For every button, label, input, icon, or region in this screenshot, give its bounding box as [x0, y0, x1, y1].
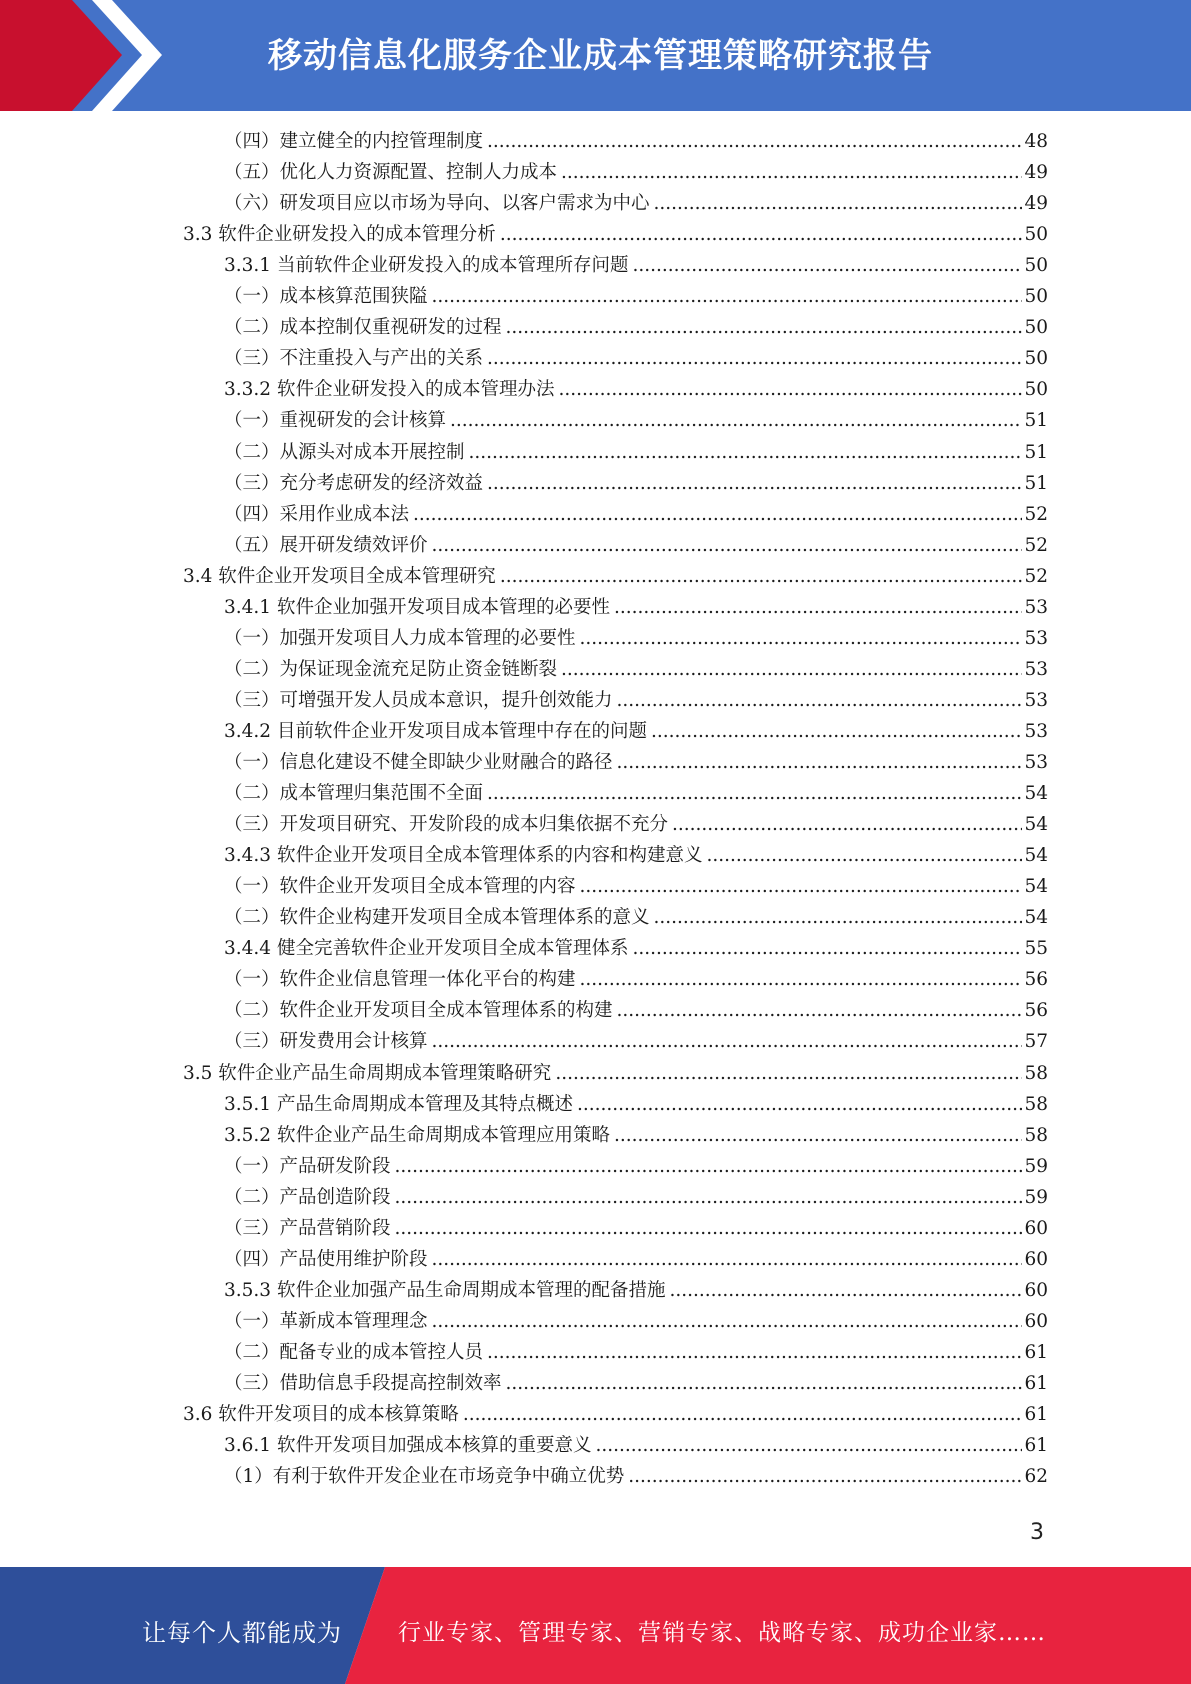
toc-entry[interactable] — [224, 840, 1048, 871]
toc-entry-page: 50 — [1024, 379, 1048, 401]
toc-leader-dots — [617, 747, 1023, 778]
toc-leader-dots — [632, 250, 1022, 281]
toc-entry[interactable] — [224, 1430, 1048, 1461]
toc-entry-page: 53 — [1024, 720, 1048, 742]
toc-entry-page: 53 — [1024, 627, 1048, 649]
toc-entry-page: 55 — [1024, 938, 1048, 960]
toc-entry-label: 3.4.2 目前软件企业开发项目成本管理中存在的问题 — [224, 720, 647, 742]
toc-entry[interactable] — [224, 437, 1048, 468]
toc-entry-label: 3.3 软件企业研发投入的成本管理分析 — [183, 224, 496, 246]
toc-leader-dots — [432, 530, 1023, 561]
toc-entry-page: 50 — [1024, 348, 1048, 370]
toc-leader-dots — [432, 281, 1023, 312]
toc-leader-dots — [669, 1275, 1022, 1306]
footer-slogan-right: 行业专家、管理专家、营销专家、战略专家、成功企业家…… — [398, 1620, 1046, 1646]
toc-leader-dots — [395, 1213, 1023, 1244]
toc-leader-dots — [617, 995, 1023, 1026]
toc-entry-label: 3.5.1 产品生命周期成本管理及其特点概述 — [224, 1093, 573, 1115]
toc-entry[interactable] — [224, 188, 1048, 219]
toc-entry-label: （三）充分考虑研发的经济效益 — [224, 472, 484, 494]
toc-entry[interactable] — [224, 281, 1048, 312]
toc-leader-dots — [463, 1399, 1023, 1430]
toc-leader-dots — [555, 1058, 1022, 1089]
toc-entry-page: 54 — [1024, 907, 1048, 929]
toc-entry[interactable] — [224, 1182, 1048, 1213]
toc-leader-dots — [487, 778, 1022, 809]
toc-entry-page: 61 — [1024, 1373, 1048, 1394]
toc-entry[interactable] — [224, 1461, 1048, 1492]
toc-entry-label: 3.4.3 软件企业开发项目全成本管理体系的内容和构建意义 — [224, 845, 703, 867]
toc-entry-label: 3.3.2 软件企业研发投入的成本管理办法 — [224, 379, 555, 401]
toc-entry-page: 54 — [1024, 845, 1048, 867]
toc-entry[interactable] — [224, 405, 1048, 436]
toc-entry[interactable] — [224, 1089, 1048, 1120]
toc-entry-label: （一）成本核算范围狭隘 — [224, 286, 428, 308]
toc-entry[interactable] — [224, 592, 1048, 623]
toc-leader-dots — [558, 374, 1022, 405]
toc-entry-page: 58 — [1024, 1124, 1048, 1146]
toc-entry[interactable] — [183, 1058, 1048, 1089]
toc-entry-page: 50 — [1024, 286, 1048, 308]
toc-entry-page: 53 — [1024, 689, 1048, 711]
toc-leader-dots — [654, 902, 1023, 933]
toc-entry-label: （一）产品研发阶段 — [224, 1155, 391, 1177]
toc-entry-label: 3.6.1 软件开发项目加强成本核算的重要意义 — [224, 1435, 592, 1457]
toc-entry-page: 53 — [1024, 596, 1048, 618]
toc-leader-dots — [614, 592, 1022, 623]
toc-leader-dots — [500, 219, 1023, 250]
toc-leader-dots — [469, 437, 1023, 468]
toc-entry[interactable] — [224, 685, 1048, 716]
toc-leader-dots — [432, 1306, 1023, 1337]
toc-entry[interactable] — [224, 716, 1048, 747]
toc-entry[interactable] — [224, 1275, 1048, 1306]
toc-leader-dots — [628, 1461, 1022, 1492]
toc-entry-page: 60 — [1024, 1310, 1048, 1332]
toc-entry-label: （二）配备专业的成本管控人员 — [224, 1341, 484, 1363]
toc-entry-label: 3.5.2 软件企业产品生命周期成本管理应用策略 — [224, 1124, 610, 1146]
toc-entry[interactable] — [224, 1120, 1048, 1151]
toc-entry-label: （三）借助信息手段提高控制效率 — [224, 1373, 502, 1394]
toc-entry-page: 53 — [1024, 658, 1048, 680]
toc-entry-label: （一）加强开发项目人力成本管理的必要性 — [224, 627, 576, 649]
toc-entry-label: （三）不注重投入与产出的关系 — [224, 348, 484, 370]
toc-leader-dots — [487, 468, 1022, 499]
toc-entry-label: 3.4.4 健全完善软件企业开发项目全成本管理体系 — [224, 938, 629, 960]
toc-entry[interactable] — [224, 1368, 1048, 1399]
toc-entry-label: （五）展开研发绩效评价 — [224, 534, 428, 556]
toc-entry-label: （四）建立健全的内控管理制度 — [224, 131, 484, 152]
toc-entry-label: （五）优化人力资源配置、控制人力成本 — [224, 162, 558, 184]
toc-entry[interactable] — [224, 374, 1048, 405]
page-header — [0, 0, 1191, 111]
toc-entry-label: （四）采用作业成本法 — [224, 503, 410, 525]
toc-entry-label: 3.4.1 软件企业加强开发项目成本管理的必要性 — [224, 596, 610, 618]
toc-leader-dots — [487, 343, 1022, 374]
toc-entry-page: 60 — [1024, 1279, 1048, 1301]
toc-entry-page: 53 — [1024, 752, 1048, 773]
toc-leader-dots — [450, 405, 1022, 436]
toc-entry[interactable] — [224, 468, 1048, 499]
toc-entry-label: 3.5.3 软件企业加强产品生命周期成本管理的配备措施 — [224, 1279, 666, 1301]
toc-leader-dots — [577, 1089, 1022, 1120]
toc-entry-label: （一）革新成本管理理念 — [224, 1310, 428, 1332]
toc-leader-dots — [632, 933, 1022, 964]
toc-entry-page: 50 — [1024, 224, 1048, 246]
toc-entry-page: 50 — [1024, 255, 1048, 277]
toc-entry-page: 52 — [1024, 565, 1048, 587]
toc-entry[interactable] — [183, 1399, 1048, 1430]
toc-entry[interactable] — [224, 995, 1048, 1026]
toc-entry-page: 54 — [1024, 783, 1048, 805]
toc-entry-label: （六）研发项目应以市场为导向、以客户需求为中心 — [224, 193, 650, 215]
toc-entry[interactable] — [224, 809, 1048, 840]
toc-entry[interactable] — [224, 871, 1048, 902]
toc-leader-dots — [580, 964, 1023, 995]
toc-entry-label: （三）研发费用会计核算 — [224, 1031, 428, 1053]
toc-entry[interactable] — [224, 1244, 1048, 1275]
toc-leader-dots — [506, 1368, 1023, 1399]
toc-entry-label: （二）成本管理归集范围不全面 — [224, 783, 484, 805]
toc-entry[interactable] — [224, 343, 1048, 374]
toc-entry[interactable] — [224, 933, 1048, 964]
toc-entry-page: 61 — [1024, 1341, 1048, 1363]
toc-entry[interactable] — [224, 1337, 1048, 1368]
toc-entry-label: 3.5 软件企业产品生命周期成本管理策略研究 — [183, 1062, 552, 1084]
toc-entry[interactable] — [224, 902, 1048, 933]
toc-entry-label: （二）从源头对成本开展控制 — [224, 441, 465, 463]
toc-leader-dots — [432, 1244, 1023, 1275]
footer-slogan-left: 让每个人都能成为 — [142, 1619, 342, 1647]
toc-entry-label: （一）重视研发的会计核算 — [224, 410, 447, 432]
toc-leader-dots — [706, 840, 1022, 871]
toc-entry-label: （三）产品营销阶段 — [224, 1217, 391, 1239]
toc-leader-dots — [651, 716, 1022, 747]
toc-entry-page: 48 — [1024, 131, 1048, 152]
toc-entry-label: （二）软件企业构建开发项目全成本管理体系的意义 — [224, 907, 650, 929]
toc-leader-dots — [561, 157, 1022, 188]
toc-entry-page: 61 — [1024, 1404, 1048, 1426]
toc-leader-dots — [395, 1182, 1023, 1213]
toc-entry[interactable] — [183, 219, 1048, 250]
toc-entry[interactable] — [224, 312, 1048, 343]
toc-entry-label: （一）软件企业信息管理一体化平台的构建 — [224, 969, 576, 991]
toc-leader-dots — [595, 1430, 1022, 1461]
toc-entry-label: 3.6 软件开发项目的成本核算策略 — [183, 1404, 459, 1426]
toc-entry-label: （二）软件企业开发项目全成本管理体系的构建 — [224, 1000, 613, 1022]
toc-leader-dots — [654, 188, 1023, 219]
toc-entry[interactable] — [224, 778, 1048, 809]
toc-entry-page: 51 — [1024, 410, 1048, 432]
toc-entry-page: 49 — [1024, 193, 1048, 215]
toc-entry[interactable] — [224, 499, 1048, 530]
toc-leader-dots — [432, 1026, 1023, 1057]
toc-entry-page: 52 — [1024, 534, 1048, 556]
toc-leader-dots — [617, 685, 1023, 716]
toc-entry-label: 3.4 软件企业开发项目全成本管理研究 — [183, 565, 496, 587]
toc-entry-page: 51 — [1024, 441, 1048, 463]
toc-entry-label: （三）可增强开发人员成本意识，提升创效能力 — [224, 689, 613, 711]
toc-leader-dots — [487, 126, 1022, 157]
toc-leader-dots — [506, 312, 1023, 343]
toc-entry-page: 50 — [1024, 317, 1048, 339]
toc-leader-dots — [580, 623, 1023, 654]
toc-leader-dots — [672, 809, 1022, 840]
toc-entry-page: 51 — [1024, 472, 1048, 494]
toc-entry[interactable] — [224, 1306, 1048, 1337]
toc-entry[interactable] — [224, 1151, 1048, 1182]
toc-entry[interactable] — [224, 1026, 1048, 1057]
toc-entry-label: （四）产品使用维护阶段 — [224, 1248, 428, 1270]
toc-leader-dots — [614, 1120, 1022, 1151]
toc-entry[interactable] — [183, 561, 1048, 592]
toc-entry-page: 52 — [1024, 503, 1048, 525]
toc-entry-page: 56 — [1024, 1000, 1048, 1022]
toc-leader-dots — [413, 499, 1022, 530]
toc-entry[interactable] — [224, 157, 1048, 188]
toc-leader-dots — [580, 871, 1023, 902]
toc-entry-label: （一）信息化建设不健全即缺少业财融合的路径 — [224, 752, 613, 773]
toc-entry[interactable] — [224, 964, 1048, 995]
toc-entry-label: （二）产品创造阶段 — [224, 1186, 391, 1208]
toc-entry-label: （三）开发项目研究、开发阶段的成本归集依据不充分 — [224, 814, 669, 836]
toc-entry-page: 60 — [1024, 1248, 1048, 1270]
toc-entry-page: 59 — [1024, 1155, 1048, 1177]
toc-entry[interactable] — [224, 747, 1048, 778]
toc-entry-page: 60 — [1024, 1217, 1048, 1239]
toc-entry-page: 49 — [1024, 162, 1048, 184]
toc-entry-page: 61 — [1024, 1435, 1048, 1457]
toc-entry-label: 3.3.1 当前软件企业研发投入的成本管理所存问题 — [224, 255, 629, 277]
toc-entry-label: （二）为保证现金流充足防止资金链断裂 — [224, 658, 558, 680]
toc-entry-page: 58 — [1024, 1062, 1048, 1084]
toc-entry-page: 57 — [1024, 1031, 1048, 1053]
toc-entry-label: （1）有利于软件开发企业在市场竞争中确立优势 — [224, 1466, 625, 1488]
toc-entry-page: 56 — [1024, 969, 1048, 991]
toc-entry[interactable] — [224, 1213, 1048, 1244]
toc-entry-label: （一）软件企业开发项目全成本管理的内容 — [224, 876, 576, 898]
toc-entry-page: 58 — [1024, 1093, 1048, 1115]
toc-entry[interactable] — [224, 126, 1048, 157]
toc-leader-dots — [487, 1337, 1022, 1368]
toc-entry-page: 54 — [1024, 876, 1048, 898]
toc-entry[interactable] — [224, 654, 1048, 685]
document-title: 移动信息化服务企业成本管理策略研究报告 — [268, 36, 933, 76]
toc-entry-page: 54 — [1024, 814, 1048, 836]
toc-entry-page: 62 — [1024, 1466, 1048, 1488]
toc-leader-dots — [500, 561, 1023, 592]
toc-entry-page: 59 — [1024, 1186, 1048, 1208]
toc-entry-label: （二）成本控制仅重视研发的过程 — [224, 317, 502, 339]
toc-entry[interactable] — [224, 250, 1048, 281]
toc-entry[interactable] — [224, 530, 1048, 561]
toc-leader-dots — [395, 1151, 1023, 1182]
toc-entry[interactable] — [224, 623, 1048, 654]
page-number: 3 — [1030, 1520, 1044, 1545]
toc-leader-dots — [561, 654, 1022, 685]
